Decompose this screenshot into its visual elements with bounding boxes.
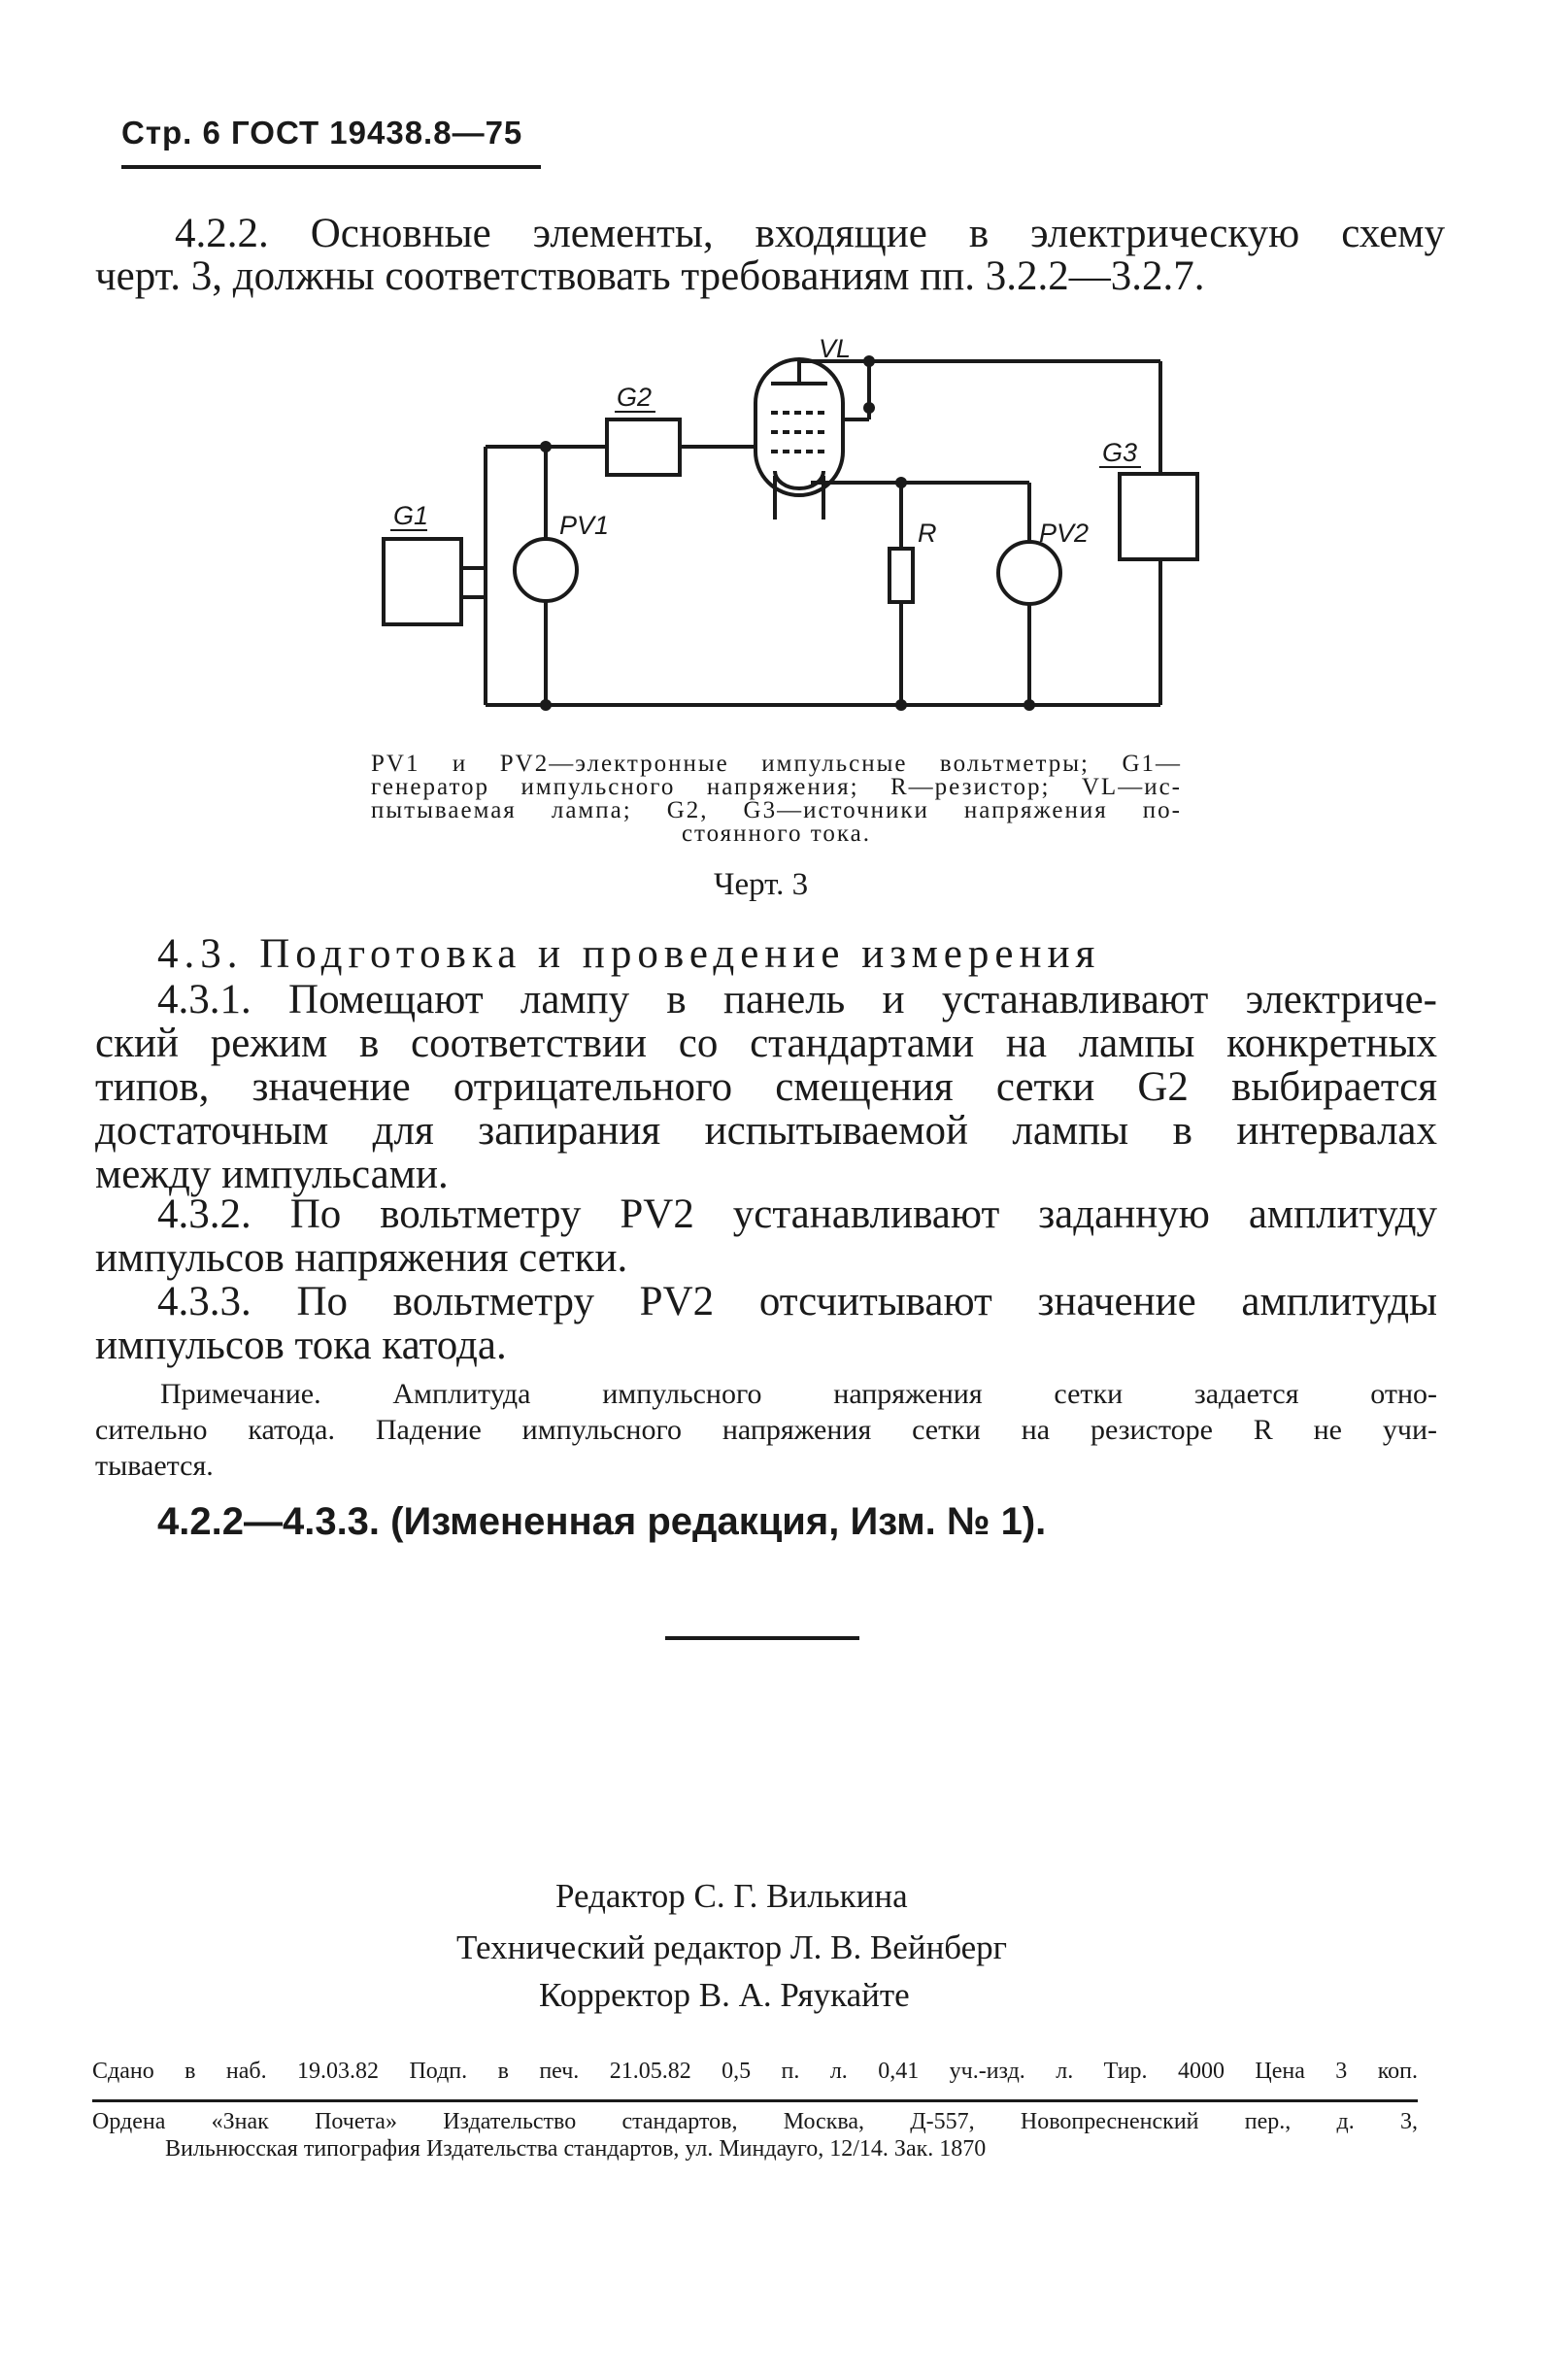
text-line: 4.3.3. По вольтметру PV2 отсчитывают значение амплитуды (157, 1279, 1437, 1324)
caption-line: стоянного тока. (681, 821, 872, 847)
para-4-2-2-line1 (175, 212, 1445, 255)
note-line: тывается. (95, 1450, 214, 1482)
page-header (121, 115, 522, 151)
text-line: 4.3.2. По вольтметру PV2 устанавливают заданную амплитуду (157, 1191, 1437, 1237)
label-g1: G1 (393, 501, 429, 530)
text-line: типов, значение отрицательного смещения сетки G2 выбирается (95, 1064, 1437, 1110)
label-r: R (918, 519, 937, 548)
note-line: Примечание. Амплитуда импульсного напряжения сетки задается отно- (160, 1378, 1437, 1410)
label-pv1: PV1 (559, 511, 610, 540)
label-pv2: PV2 (1039, 519, 1090, 548)
para-4-3-2 (95, 1192, 1437, 1280)
g3-box (1120, 474, 1197, 559)
text-line: между импульсами. (95, 1152, 449, 1197)
r-resistor (889, 549, 913, 602)
pv2-meter (998, 542, 1060, 604)
figure-caption (371, 753, 1182, 846)
figure-label: Черт. 3 (714, 867, 809, 902)
credit-editor: Редактор С. Г. Вилькина (555, 1877, 908, 1915)
separator-rule (665, 1636, 859, 1640)
imprint-line1 (92, 2059, 1418, 2085)
amendment-note: 4.2.2—4.3.3. (Измененная редакция, Изм. № 1). (157, 1500, 1047, 1543)
caption-line: пытываемая лампа; G2, G3—источники напряжения по- (371, 797, 1182, 823)
caption-line: генератор импульсного напряжения; R—резистор; VL—ис- (371, 774, 1182, 800)
circuit-diagram (369, 330, 1224, 719)
para-4-3-1 (95, 978, 1437, 1196)
imprint-line3: Вильнюсская типография Издательства стандартов, ул. Миндауго, 12/14. Зак. 1870 (165, 2136, 987, 2162)
text-line: импульсов напряжения сетки. (95, 1235, 628, 1281)
page-number: Стр. 6 (121, 115, 221, 151)
imprint-line2 (92, 2109, 1418, 2135)
note-cont (95, 1412, 1437, 1484)
caption-line: PV1 и PV2—электронные импульсные вольтметры; G1— (371, 751, 1182, 777)
credit-tech-editor: Технический редактор Л. В. Вейнберг (456, 1928, 1008, 1966)
label-vl: VL (819, 334, 852, 363)
text-line: достаточным для запирания испытываемой лампы в интервалах (95, 1108, 1437, 1154)
label-g2: G2 (617, 383, 653, 412)
label-g3: G3 (1102, 438, 1138, 467)
text-line: 4.2.2. Основные элементы, входящие в электрическую схему (175, 211, 1445, 256)
g1-box (384, 539, 461, 624)
imprint-text: Ордена «Знак Почета» Издательство стандартов, Москва, Д-557, Новопресненский пер., д. 3, (92, 2109, 1418, 2134)
text-line: 4.3.1. Помещают лампу в панель и устанавливают электриче- (157, 977, 1437, 1022)
section-title: 4.3. Подготовка и проведение измерения (157, 931, 1101, 977)
text-line: ский режим в соответствии со стандартами на лампы конкретных (95, 1021, 1437, 1066)
para-4-2-2-line2: черт. 3, должны соответствовать требованиям пп. 3.2.2—3.2.7. (95, 253, 1205, 299)
text-line: импульсов тока катода. (95, 1323, 507, 1368)
credit-corrector: Корректор В. А. Ряукайте (539, 1976, 910, 2014)
note-line: сительно катода. Падение импульсного напряжения сетки на резисторе R не учи- (95, 1414, 1437, 1446)
imprint-rule (92, 2099, 1418, 2102)
imprint-text: Сдано в наб. 19.03.82 Подп. в печ. 21.05.82 0,5 п. л. 0,41 уч.-изд. л. Тир. 4000 Цена 3 коп. (92, 2059, 1418, 2084)
pv1-meter (515, 539, 577, 601)
g2-box (607, 419, 680, 475)
para-4-3-3 (95, 1280, 1437, 1367)
note (160, 1376, 1437, 1412)
header-rule (121, 165, 541, 169)
standard-number: ГОСТ 19438.8—75 (231, 115, 523, 151)
